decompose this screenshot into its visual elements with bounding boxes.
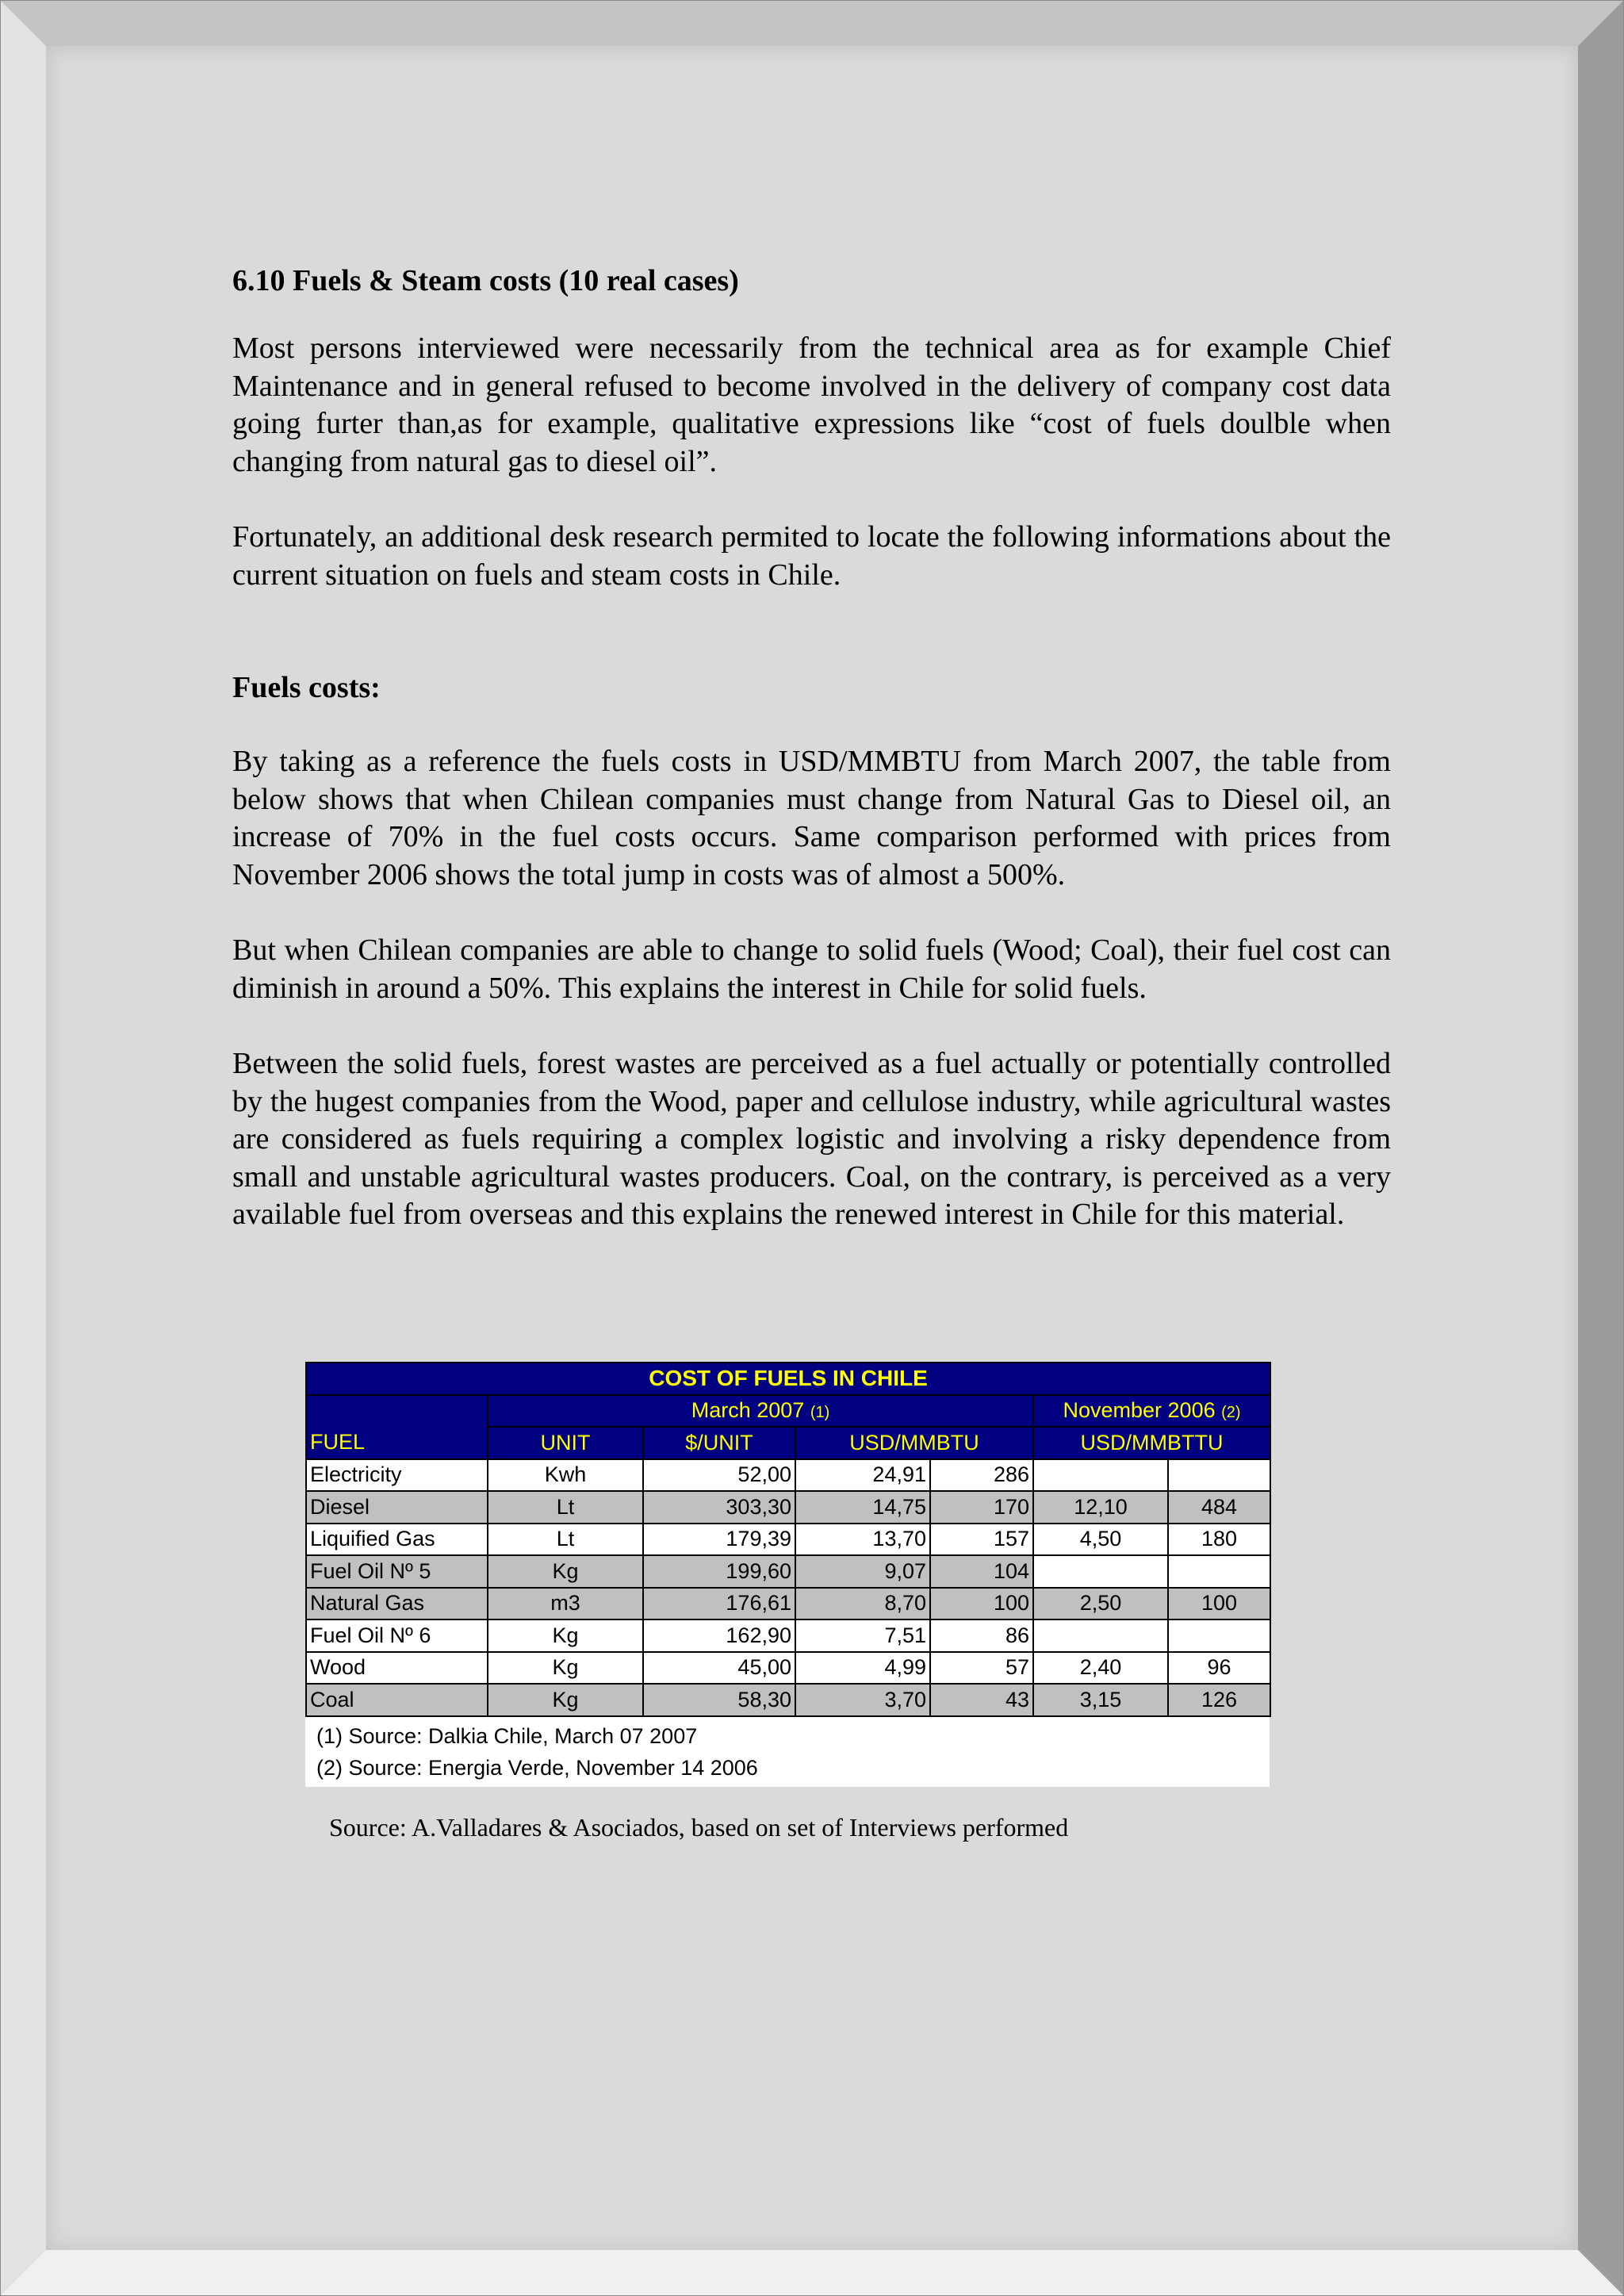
cell-usd: 3,70 <box>795 1684 930 1716</box>
cell-price: 303,30 <box>643 1491 795 1524</box>
cell-fuel: Electricity <box>306 1459 488 1492</box>
cell-index-november: 96 <box>1168 1652 1270 1685</box>
cell-usd-november: 3,15 <box>1033 1684 1168 1716</box>
cell-index: 170 <box>930 1491 1033 1524</box>
table-source-caption: Source: A.Valladares & Asociados, based on set of Interviews performed <box>329 1813 1069 1842</box>
table-row <box>306 1555 1270 1588</box>
period-november-label: November 2006 <box>1063 1398 1216 1423</box>
period-blank-cell <box>306 1395 488 1428</box>
table-header-row <box>306 1427 1270 1459</box>
cell-usd: 14,75 <box>795 1491 930 1524</box>
cell-index-november <box>1168 1619 1270 1652</box>
table-period-row <box>306 1395 1270 1428</box>
cell-index-november: 180 <box>1168 1524 1270 1556</box>
table-row <box>306 1684 1270 1716</box>
cell-fuel: Natural Gas <box>306 1588 488 1620</box>
cell-price: 45,00 <box>643 1652 795 1685</box>
cell-price: 199,60 <box>643 1555 795 1588</box>
cell-unit: Kg <box>488 1619 643 1652</box>
cell-index: 286 <box>930 1459 1033 1492</box>
cell-unit: m3 <box>488 1588 643 1620</box>
fuels-costs-title: Fuels costs: <box>232 671 381 704</box>
cell-fuel: Liquified Gas <box>306 1524 488 1556</box>
cell-price: 179,39 <box>643 1524 795 1556</box>
cell-usd-november <box>1033 1619 1168 1652</box>
cell-usd: 24,91 <box>795 1459 930 1492</box>
period-march-note: (1) <box>810 1404 830 1422</box>
cell-unit: Kg <box>488 1684 643 1716</box>
table-title-row <box>306 1363 1270 1395</box>
fuel-cost-table <box>305 1362 1271 1717</box>
paragraph-desk-research: Fortunately, an additional desk research permited to locate the following informations about the current situation on fuels and steam costs in Chile. <box>232 520 1391 592</box>
cell-usd: 7,51 <box>795 1619 930 1652</box>
cell-unit: Lt <box>488 1491 643 1524</box>
cell-price: 58,30 <box>643 1684 795 1716</box>
column-header-unit: UNIT <box>488 1427 643 1459</box>
period-november-2006 <box>1033 1395 1270 1428</box>
period-march-label: March 2007 <box>691 1398 805 1423</box>
period-november-note: (2) <box>1221 1404 1241 1422</box>
document-body <box>232 262 1391 1272</box>
cell-fuel: Fuel Oil Nº 6 <box>306 1619 488 1652</box>
cell-index-november <box>1168 1459 1270 1492</box>
table-row <box>306 1588 1270 1620</box>
paragraph-reference-costs: By taking as a reference the fuels costs in USD/MMBTU from March 2007, the table from below shows that when Chilean companies must change from Natural Gas to Diesel oil, an increase of 70% in the fuel costs occurs. Same comparison performed with prices from November 2006 shows the total jump in costs was of almost a 500%. <box>232 745 1391 891</box>
cell-fuel: Diesel <box>306 1491 488 1524</box>
column-header-usd-november: USD/MMBTTU <box>1033 1427 1270 1459</box>
table-row <box>306 1652 1270 1685</box>
cell-usd: 9,07 <box>795 1555 930 1588</box>
table-row <box>306 1459 1270 1492</box>
table-notes <box>305 1717 1270 1787</box>
note-source-2: (2) Source: Energia Verde, November 14 2006 <box>316 1755 758 1780</box>
cell-index: 100 <box>930 1588 1033 1620</box>
cell-usd-november <box>1033 1459 1168 1492</box>
cell-price: 52,00 <box>643 1459 795 1492</box>
cell-unit: Kwh <box>488 1459 643 1492</box>
cell-price: 162,90 <box>643 1619 795 1652</box>
table-row <box>306 1619 1270 1652</box>
cell-index: 157 <box>930 1524 1033 1556</box>
cell-index: 104 <box>930 1555 1033 1588</box>
table-row <box>306 1524 1270 1556</box>
cell-usd: 4,99 <box>795 1652 930 1685</box>
cell-usd-november: 2,40 <box>1033 1652 1168 1685</box>
cell-fuel: Fuel Oil Nº 5 <box>306 1555 488 1588</box>
period-march-2007 <box>488 1395 1033 1428</box>
cell-usd-november <box>1033 1555 1168 1588</box>
paragraph-forest-wastes: Between the solid fuels, forest wastes are perceived as a fuel actually or potentially controlled by the hugest companies from the Wood, paper and cellulose industry, while agricultural wastes are considered as fuels requiring a complex logistic and involving a risky dependence from small and unstable agricultural wastes producers. Coal, on the contrary, is perceived as a very available fuel from overseas and this explains the renewed interest in Chile for this material. <box>232 1047 1391 1231</box>
cell-unit: Lt <box>488 1524 643 1556</box>
cell-unit: Kg <box>488 1652 643 1685</box>
cell-usd-november: 2,50 <box>1033 1588 1168 1620</box>
cell-index-november: 126 <box>1168 1684 1270 1716</box>
paragraph-interviews: Most persons interviewed were necessarily from the technical area as for example Chief Maintenance and in general refused to become involved in the delivery of company cost data going furter than,as for example, qualitative expressions like “cost of fuels doulble when changing from natural gas to diesel oil”. <box>232 332 1391 478</box>
note-source-1: (1) Source: Dalkia Chile, March 07 2007 <box>316 1723 698 1748</box>
table-title: COST OF FUELS IN CHILE <box>306 1363 1270 1395</box>
paragraph-solid-fuels: But when Chilean companies are able to change to solid fuels (Wood; Coal), their fuel cost can diminish in around a 50%. This explains the interest in Chile for solid fuels. <box>232 933 1391 1005</box>
cell-index-november: 100 <box>1168 1588 1270 1620</box>
cell-index-november: 484 <box>1168 1491 1270 1524</box>
cell-usd: 8,70 <box>795 1588 930 1620</box>
section-heading: 6.10 Fuels & Steam costs (10 real cases) <box>232 264 739 297</box>
cell-fuel: Wood <box>306 1652 488 1685</box>
cell-index-november <box>1168 1555 1270 1588</box>
fuel-cost-table-container <box>305 1362 1270 1787</box>
table-row <box>306 1491 1270 1524</box>
cell-price: 176,61 <box>643 1588 795 1620</box>
cell-unit: Kg <box>488 1555 643 1588</box>
cell-usd-november: 12,10 <box>1033 1491 1168 1524</box>
cell-index: 43 <box>930 1684 1033 1716</box>
cell-index: 57 <box>930 1652 1033 1685</box>
cell-usd-november: 4,50 <box>1033 1524 1168 1556</box>
cell-usd: 13,70 <box>795 1524 930 1556</box>
cell-index: 86 <box>930 1619 1033 1652</box>
column-header-usd-march: USD/MMBTU <box>795 1427 1033 1459</box>
cell-fuel: Coal <box>306 1684 488 1716</box>
column-header-fuel: FUEL <box>306 1427 488 1459</box>
column-header-price: $/UNIT <box>643 1427 795 1459</box>
